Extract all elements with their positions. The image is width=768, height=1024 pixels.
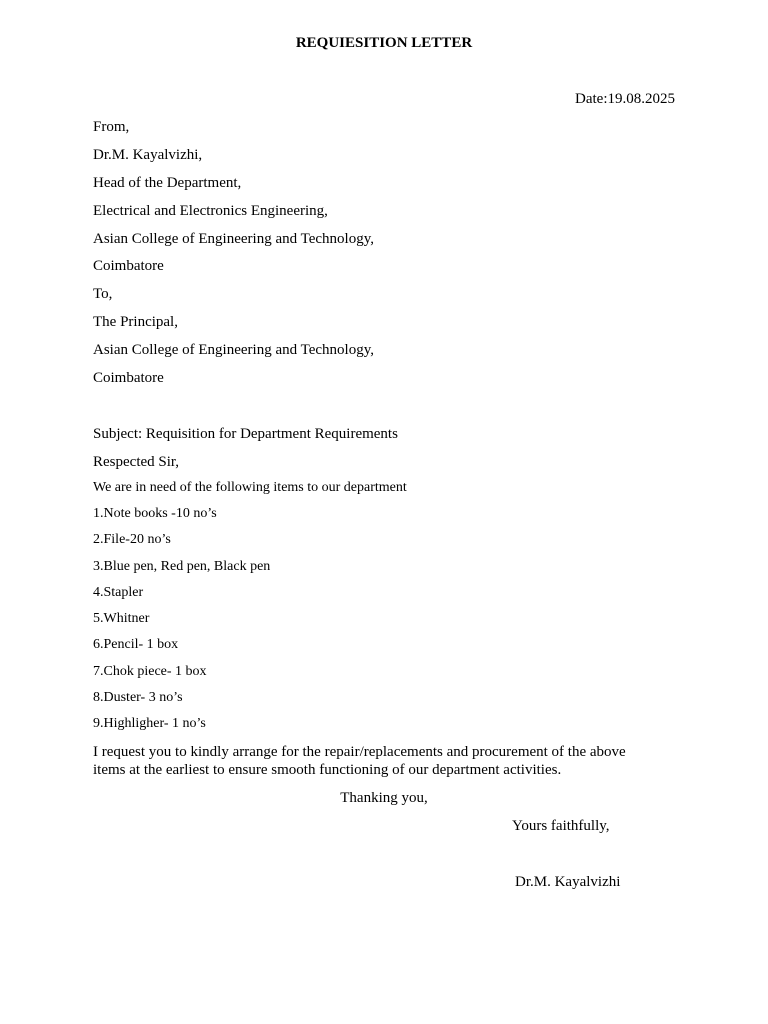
thanks-line: Thanking you, (340, 790, 428, 806)
from-college: Asian College of Engineering and Technology, (93, 231, 374, 247)
list-item: 1.Note books -10 no’s (93, 506, 217, 521)
from-department: Electrical and Electronics Engineering, (93, 203, 328, 219)
list-item: 9.Highligher- 1 no’s (93, 716, 206, 732)
list-item: 2.File-20 no’s (93, 532, 171, 548)
list-item: 7.Chok piece- 1 box (93, 663, 207, 679)
body-paragraph: I request you to kindly arrange for the repair/replacements and procurement of the above items at the earliest to ensure smooth functioning of our department activities. (93, 744, 626, 778)
to-college: Asian College of Engineering and Technology, (93, 342, 374, 358)
letter-title: REQUIESITION LETTER (295, 35, 473, 51)
to-city: Coimbatore (93, 370, 164, 386)
from-name: Dr.M. Kayalvizhi, (93, 147, 203, 163)
to-recipient: The Principal, (93, 314, 178, 330)
list-item: 4.Stapler (93, 584, 144, 600)
salutation: Respected Sir, (93, 454, 180, 470)
signature-name: Dr.M. Kayalvizhi (515, 874, 621, 890)
from-designation: Head of the Department, (93, 175, 242, 191)
list-item: 5.Whitner (93, 611, 150, 627)
from-city: Coimbatore (93, 258, 164, 274)
intro-text: We are in need of the following items to our department (93, 480, 407, 495)
closing-line: Yours faithfully, (512, 818, 610, 834)
items-list (93, 505, 270, 742)
subject-line: Subject: Requisition for Department Requirements (93, 426, 398, 442)
list-item: 8.Duster- 3 no’s (93, 690, 183, 706)
list-item: 6.Pencil- 1 box (93, 637, 179, 653)
from-heading: From, (93, 119, 130, 135)
to-heading: To, (93, 286, 113, 302)
list-item: 3.Blue pen, Red pen, Black pen (93, 558, 271, 574)
letter-date: Date:19.08.2025 (575, 91, 675, 107)
